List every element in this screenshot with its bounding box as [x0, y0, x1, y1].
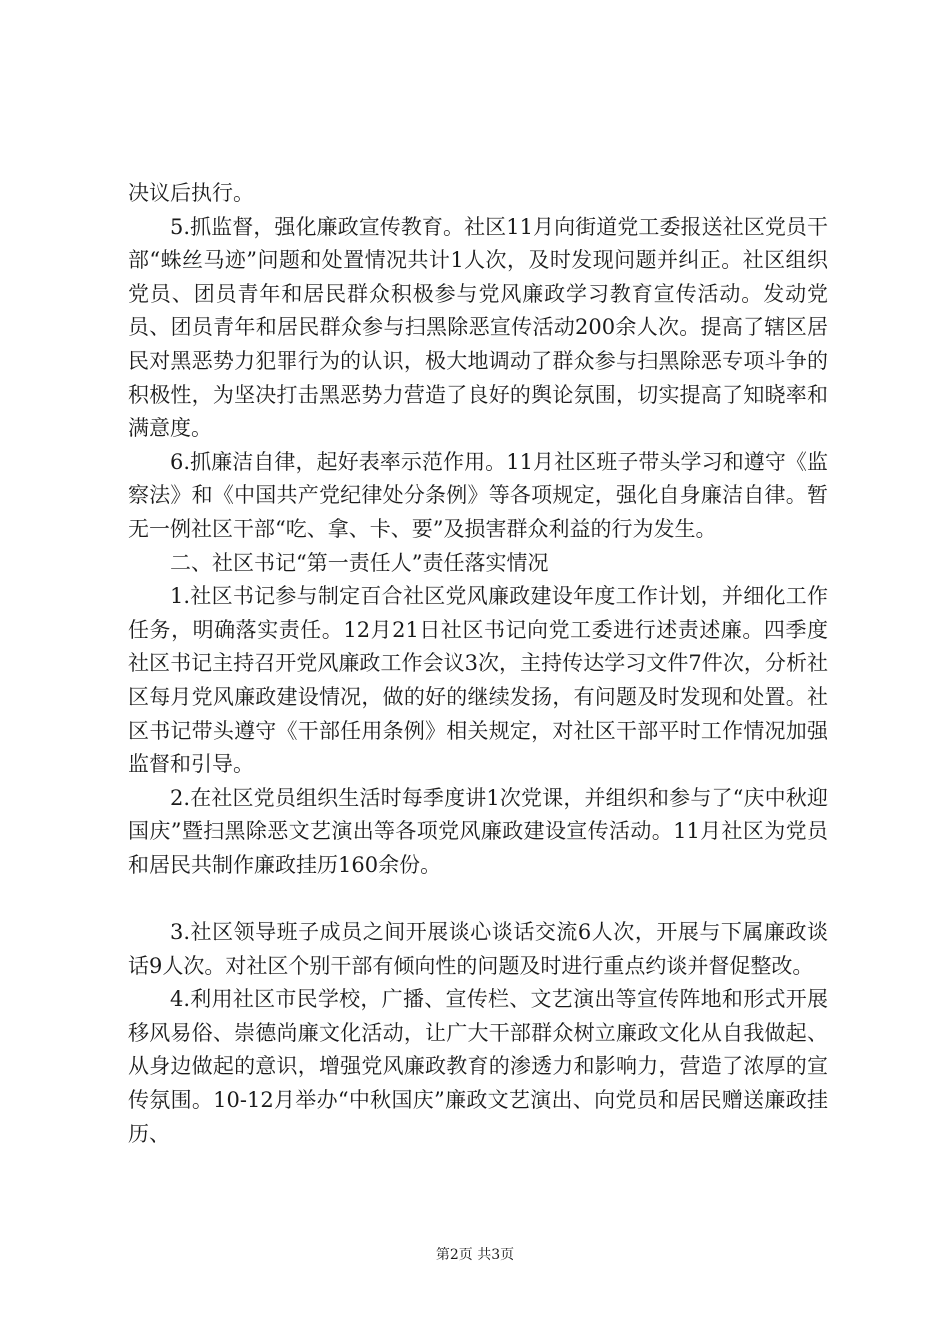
document-body	[128, 177, 828, 1151]
paragraph-spacer	[128, 882, 828, 916]
paragraph-item-4-culture: 4.利用社区市民学校，广播、宣传栏、文艺演出等宣传阵地和形式开展移风易俗、崇德尚廉文化活动，让广大干部群众树立廉政文化从自我做起、从身边做起的意识，增强党风廉政教育的渗透力和影响力，营造了浓厚的宣传氛围。10-12月举办“中秋国庆”廉政文艺演出、向党员和居民赠送廉政挂历、	[128, 987, 828, 1146]
paragraph-item-2-party-lesson: 2.在社区党员组织生活时每季度讲1次党课，并组织和参与了“庆中秋迎国庆”暨扫黑除恶文艺演出等各项党风廉政建设宣传活动。11月社区为党员和居民共制作廉政挂历160余份。	[128, 785, 828, 877]
paragraph-item-3-talks: 3.社区领导班子成员之间开展谈心谈话交流6人次，开展与下属廉政谈话9人次。对社区个别干部有倾向性的问题及时进行重点约谈并督促整改。	[128, 920, 828, 978]
paragraph-item-1-secretary: 1.社区书记参与制定百合社区党风廉政建设年度工作计划，并细化工作任务，明确落实责任。12月21日社区书记向党工委进行述责述廉。四季度社区书记主持召开党风廉政工作会议3次，主持传达学习文件7件次，分析社区每月党风廉政建设情况，做的好的继续发扬，有问题及时发现和处置。社区书记带头遵守《干部任用条例》相关规定，对社区干部平时工作情况加强监督和引导。	[128, 584, 828, 777]
continuation-paragraph: 决议后执行。	[128, 181, 254, 205]
section-heading-2: 二、社区书记“第一责任人”责任落实情况	[170, 550, 549, 575]
page-footer: 第2页 共3页	[435, 1247, 515, 1263]
paragraph-item-5-supervision: 5.抓监督，强化廉政宣传教育。社区11月向街道党工委报送社区党员干部“蛛丝马迹”问题和处置情况共计1人次，及时发现问题并纠正。社区组织党员、团员青年和居民群众积极参与党风廉政学习教育宣传活动。发动党员、团员青年和居民群众参与扫黑除恶宣传活动200余人次。提高了辖区居民对黑恶势力犯罪行为的认识，极大地调动了群众参与扫黑除恶专项斗争的积极性，为坚决打击黑恶势力营造了良好的舆论氛围，切实提高了知晓率和满意度。	[128, 214, 828, 441]
paragraph-item-6-self-discipline: 6.抓廉洁自律，起好表率示范作用。11月社区班子带头学习和遵守《监察法》和《中国共产党纪律处分条例》等各项规定，强化自身廉洁自律。暂无一例社区干部“吃、拿、卡、要”及损害群众利益的行为发生。	[128, 449, 828, 541]
